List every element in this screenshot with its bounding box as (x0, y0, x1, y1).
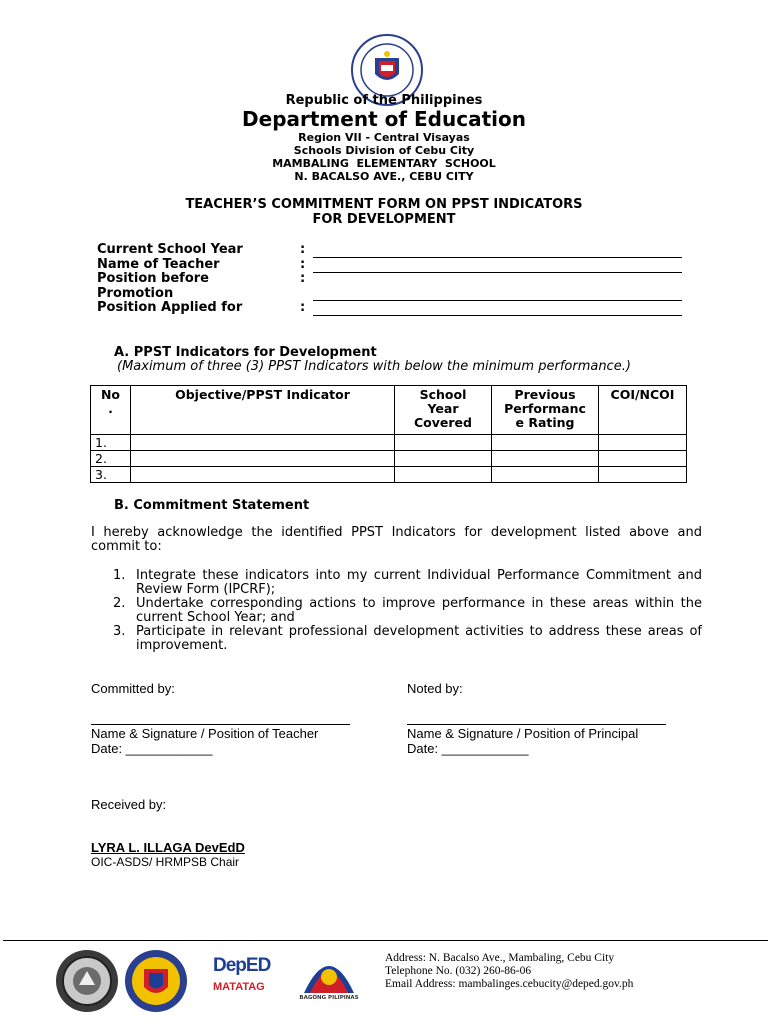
table-cell[interactable] (492, 435, 599, 451)
field-colon: : (300, 271, 306, 286)
column-header-rating: Previous Performanc e Rating (492, 386, 599, 435)
row-number: 1. (91, 435, 131, 451)
field-label-promotion: Promotion (97, 286, 174, 301)
matatag-text: MATATAG (213, 981, 265, 993)
field-label-school-year: Current School Year (97, 242, 243, 257)
table-cell[interactable] (131, 467, 395, 483)
list-item (91, 597, 702, 625)
list-item (91, 625, 702, 653)
column-header-school-year: School Year Covered (395, 386, 492, 435)
principal-signature-line[interactable] (407, 724, 666, 725)
list-item-text: Undertake corresponding actions to improve performance in these areas within the current School Year; and (136, 596, 702, 625)
column-header-objective: Objective/PPST Indicator (131, 386, 395, 435)
table-cell[interactable] (599, 451, 687, 467)
table-row (91, 435, 687, 451)
row-number: 3. (91, 467, 131, 483)
table-cell[interactable] (395, 467, 492, 483)
table-cell[interactable] (492, 467, 599, 483)
footer-divider (3, 940, 768, 941)
list-item-number: 2. (113, 596, 126, 611)
table-cell[interactable] (599, 435, 687, 451)
table-row (91, 467, 687, 483)
footer-email: Email Address: mambalinges.cebucity@deped.gov.ph (385, 978, 634, 990)
principal-signature-caption: Name & Signature / Position of Principal (407, 726, 639, 741)
table-row (91, 451, 687, 467)
field-colon: : (300, 300, 306, 315)
deped-text: DepED (213, 955, 271, 976)
table-cell[interactable] (131, 451, 395, 467)
section-a-heading: A. PPST Indicators for Development (114, 345, 377, 360)
column-header-coi: COI/NCOI (599, 386, 687, 435)
republic-text: Republic of the Philippines (285, 93, 483, 108)
table-cell[interactable] (395, 435, 492, 451)
teacher-date-field[interactable]: Date: ____________ (91, 741, 213, 756)
field-colon: : (300, 242, 306, 257)
field-label-teacher-name: Name of Teacher (97, 257, 220, 272)
teacher-signature-caption: Name & Signature / Position of Teacher (91, 726, 319, 741)
commitment-intro: I hereby acknowledge the identified PPST Indicators for development listed above and commit to: (91, 525, 702, 554)
footer-address: Address: N. Bacalso Ave., Mambaling, Cebu City (385, 952, 615, 964)
list-item (91, 569, 702, 597)
position-applied-input-line[interactable] (313, 315, 682, 316)
division-seal-logo (124, 949, 188, 1013)
indicators-table (90, 385, 687, 483)
table-header-row (91, 386, 687, 435)
list-item-number: 1. (113, 568, 126, 583)
committed-by-label: Committed by: (91, 681, 175, 696)
form-title-line1: TEACHER’S COMMITMENT FORM ON PPST INDICATORS (185, 197, 583, 212)
region-text: Region VII - Central Visayas (298, 131, 470, 144)
list-item-text: Participate in relevant professional development activities to address these areas of improvement. (136, 624, 702, 653)
list-item-number: 3. (113, 624, 126, 639)
deped-matatag-logo (213, 955, 283, 993)
teacher-signature-line[interactable] (91, 724, 350, 725)
table-cell[interactable] (492, 451, 599, 467)
section-a-note: (Maximum of three (3) PPST Indicators with below the minimum performance.) (117, 359, 631, 374)
receiver-name: LYRA L. ILLAGA DevEdD (91, 840, 245, 855)
form-title-line2: FOR DEVELOPMENT (312, 212, 456, 227)
bagong-pilipinas-text: BAGONG PILIPINAS (299, 995, 359, 1001)
division-text: Schools Division of Cebu City (293, 144, 475, 157)
school-year-input-line[interactable] (313, 257, 682, 258)
row-number: 2. (91, 451, 131, 467)
list-item-text: Integrate these indicators into my current Individual Performance Commitment and Review Form (IPCRF); (136, 568, 702, 597)
field-label-position-before: Position before (97, 271, 209, 286)
commitment-list (91, 569, 702, 653)
bagong-pilipinas-logo (300, 947, 358, 995)
section-b-heading: B. Commitment Statement (114, 498, 310, 513)
table-cell[interactable] (599, 467, 687, 483)
position-before-input-line[interactable] (313, 300, 682, 301)
received-by-label: Received by: (91, 797, 167, 812)
column-header-no: No . (91, 386, 131, 435)
school-seal-logo (55, 949, 119, 1013)
table-cell[interactable] (131, 435, 395, 451)
table-cell[interactable] (395, 451, 492, 467)
school-name: MAMBALING ELEMENTARY SCHOOL (272, 157, 496, 170)
department-title: Department of Education (242, 107, 526, 131)
teacher-name-input-line[interactable] (313, 272, 682, 273)
footer-telephone: Telephone No. (032) 260-86-06 (385, 965, 532, 977)
principal-date-field[interactable]: Date: ____________ (407, 741, 529, 756)
field-colon: : (300, 257, 306, 272)
field-label-position-applied: Position Applied for (97, 300, 243, 315)
noted-by-label: Noted by: (407, 681, 463, 696)
receiver-position: OIC-ASDS/ HRMPSB Chair (91, 855, 240, 869)
school-address: N. BACALSO AVE., CEBU CITY (294, 170, 474, 183)
